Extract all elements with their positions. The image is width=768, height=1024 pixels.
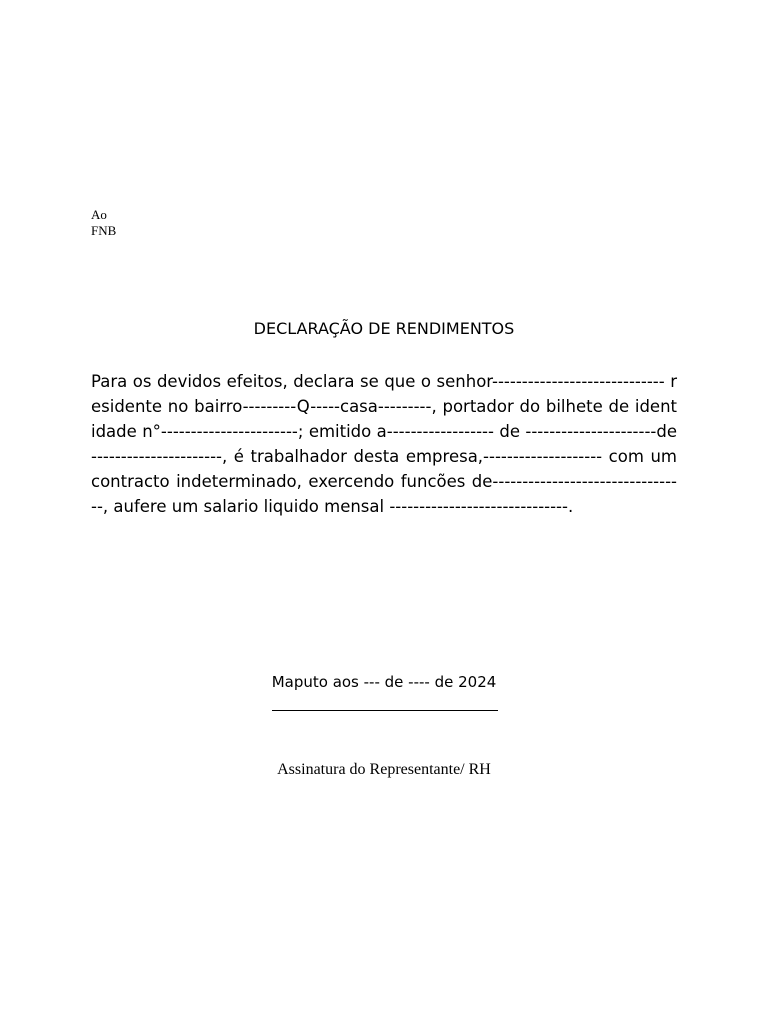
place-date-line: Maputo aos --- de ---- de 2024	[271, 673, 497, 691]
declaration-body: Para os devidos efeitos, declara se que o senhor----------------------------- residente no bairro---------Q-----casa---------, portador do bilhete de identidade n°-----------------------; emitido a------------------ de ----------------------de ----------------------, é trabalhador desta empresa,-------------------- com um contracto indeterminado, exercendo funcões de---------------------------------, aufere um salario liquido mensal ------------------------------.	[91, 372, 677, 516]
signature-label: Assinatura do Representante/ RH	[277, 761, 491, 778]
document-title: DECLARAÇÃO DE RENDIMENTOS	[253, 319, 515, 338]
recipient-line-ao: Ao	[91, 207, 107, 222]
recipient-block	[91, 207, 116, 239]
signature-line	[272, 710, 498, 711]
recipient-line-fnb: FNB	[91, 223, 117, 238]
